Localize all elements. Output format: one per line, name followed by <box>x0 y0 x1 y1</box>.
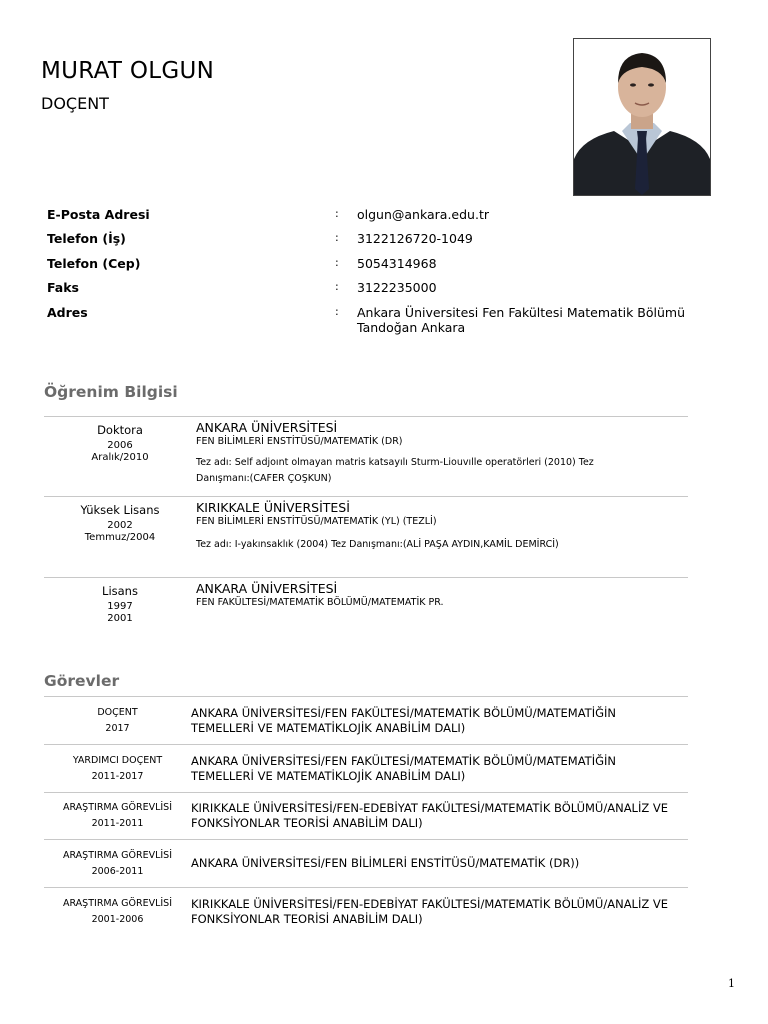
position-role: ARAŞTIRMA GÖREVLİSİ <box>62 849 173 861</box>
position-years: 2001-2006 <box>91 913 144 925</box>
position-role: DOÇENT <box>97 706 138 718</box>
mobile-phone-value: 5054314968 <box>357 256 437 271</box>
thesis: Tez adı: Self adjoınt olmayan matris katsayılı Sturm-Liouvılle operatörleri (2010) Tez Danışmanı:(CAFER ÇOŞKUN) <box>196 457 594 484</box>
person-name: MURAT OLGUN <box>41 58 215 84</box>
work-phone-value: 3122126720-1049 <box>357 231 473 246</box>
thesis: Tez adı: I-yakınsaklık (2004) Tez Danışmanı:(ALİ PAŞA AYDIN,KAMİL DEMİRCİ) <box>196 539 559 550</box>
end-date: Aralık/2010 <box>91 452 149 463</box>
contact-row-work-phone <box>47 231 737 256</box>
position-row <box>44 888 688 935</box>
address-value: Ankara Üniversitesi Fen Fakültesi Matematik Bölümü Tandoğan Ankara <box>357 305 686 335</box>
contact-info <box>47 207 737 335</box>
education-row <box>44 578 688 638</box>
position-role: YARDIMCI DOÇENT <box>72 754 163 766</box>
university: ANKARA ÜNİVERSİTESİ <box>196 581 338 596</box>
education-heading: Öğrenim Bilgisi <box>44 383 178 401</box>
work-phone-label: Telefon (İş) <box>47 231 126 246</box>
education-row <box>44 497 688 578</box>
degree: Doktora <box>97 423 143 437</box>
degree: Yüksek Lisans <box>80 503 160 517</box>
contact-row-email <box>47 207 737 231</box>
position-row <box>44 697 688 745</box>
fax-label: Faks <box>47 280 79 295</box>
end-date: 2001 <box>107 613 133 624</box>
mobile-phone-label: Telefon (Cep) <box>47 256 141 271</box>
positions-heading: Görevler <box>44 672 120 690</box>
department: FEN BİLİMLERİ ENSTİTÜSÜ/MATEMATİK (DR) <box>196 436 403 447</box>
position-place: KIRIKKALE ÜNİVERSİTESİ/FEN-EDEBİYAT FAKÜLTESİ/MATEMATİK BÖLÜMÜ/ANALİZ VE FONKSİYONLAR TEORİSİ ANABİLİM DALI) <box>191 896 669 926</box>
positions-table <box>44 696 688 935</box>
university: KIRIKKALE ÜNİVERSİTESİ <box>196 500 350 515</box>
separator: : <box>335 256 339 269</box>
position-row <box>44 840 688 888</box>
profile-photo <box>573 38 711 196</box>
position-years: 2017 <box>105 722 130 734</box>
position-place: KIRIKKALE ÜNİVERSİTESİ/FEN-EDEBİYAT FAKÜLTESİ/MATEMATİK BÖLÜMÜ/ANALİZ VE FONKSİYONLAR TEORİSİ ANABİLİM DALI) <box>191 801 669 830</box>
university: ANKARA ÜNİVERSİTESİ <box>196 420 338 435</box>
end-date: Temmuz/2004 <box>84 532 156 543</box>
start-year: 2006 <box>107 440 133 451</box>
education-table <box>44 416 688 638</box>
position-place: ANKARA ÜNİVERSİTESİ/FEN FAKÜLTESİ/MATEMATİK BÖLÜMÜ/MATEMATİĞİN TEMELLERİ VE MATEMATİKLOJİK ANABİLİM DALI) <box>191 705 617 735</box>
position-role: ARAŞTIRMA GÖREVLİSİ <box>62 802 173 813</box>
academic-title: DOÇENT <box>41 94 109 113</box>
start-year: 2002 <box>107 520 133 531</box>
separator: : <box>335 305 339 318</box>
start-year: 1997 <box>107 601 133 612</box>
email-value[interactable]: olgun@ankara.edu.tr <box>357 207 489 222</box>
email-label: E-Posta Adresi <box>47 207 150 222</box>
separator: : <box>335 207 339 220</box>
position-years: 2011-2017 <box>91 770 144 782</box>
position-row <box>44 793 688 840</box>
department: FEN FAKÜLTESİ/MATEMATİK BÖLÜMÜ/MATEMATİK PR. <box>196 597 444 608</box>
department: FEN BİLİMLERİ ENSTİTÜSÜ/MATEMATİK (YL) (TEZLİ) <box>196 516 437 527</box>
position-row <box>44 745 688 793</box>
position-years: 2006-2011 <box>91 865 144 877</box>
position-years: 2011-2011 <box>91 818 144 829</box>
page-number: 1 <box>728 977 735 990</box>
fax-value: 3122235000 <box>357 280 437 295</box>
position-place: ANKARA ÜNİVERSİTESİ/FEN BİLİMLERİ ENSTİTÜSÜ/MATEMATİK (DR)) <box>191 856 580 870</box>
contact-row-fax <box>47 280 737 305</box>
degree: Lisans <box>102 584 138 598</box>
contact-row-mobile <box>47 256 737 280</box>
education-row <box>44 417 688 497</box>
position-place: ANKARA ÜNİVERSİTESİ/FEN FAKÜLTESİ/MATEMATİK BÖLÜMÜ/MATEMATİĞİN TEMELLERİ VE MATEMATİKLOJİK ANABİLİM DALI) <box>191 753 617 783</box>
address-label: Adres <box>47 305 88 320</box>
separator: : <box>335 280 339 293</box>
contact-row-address <box>47 305 737 335</box>
separator: : <box>335 231 339 244</box>
position-role: ARAŞTIRMA GÖREVLİSİ <box>62 897 173 909</box>
